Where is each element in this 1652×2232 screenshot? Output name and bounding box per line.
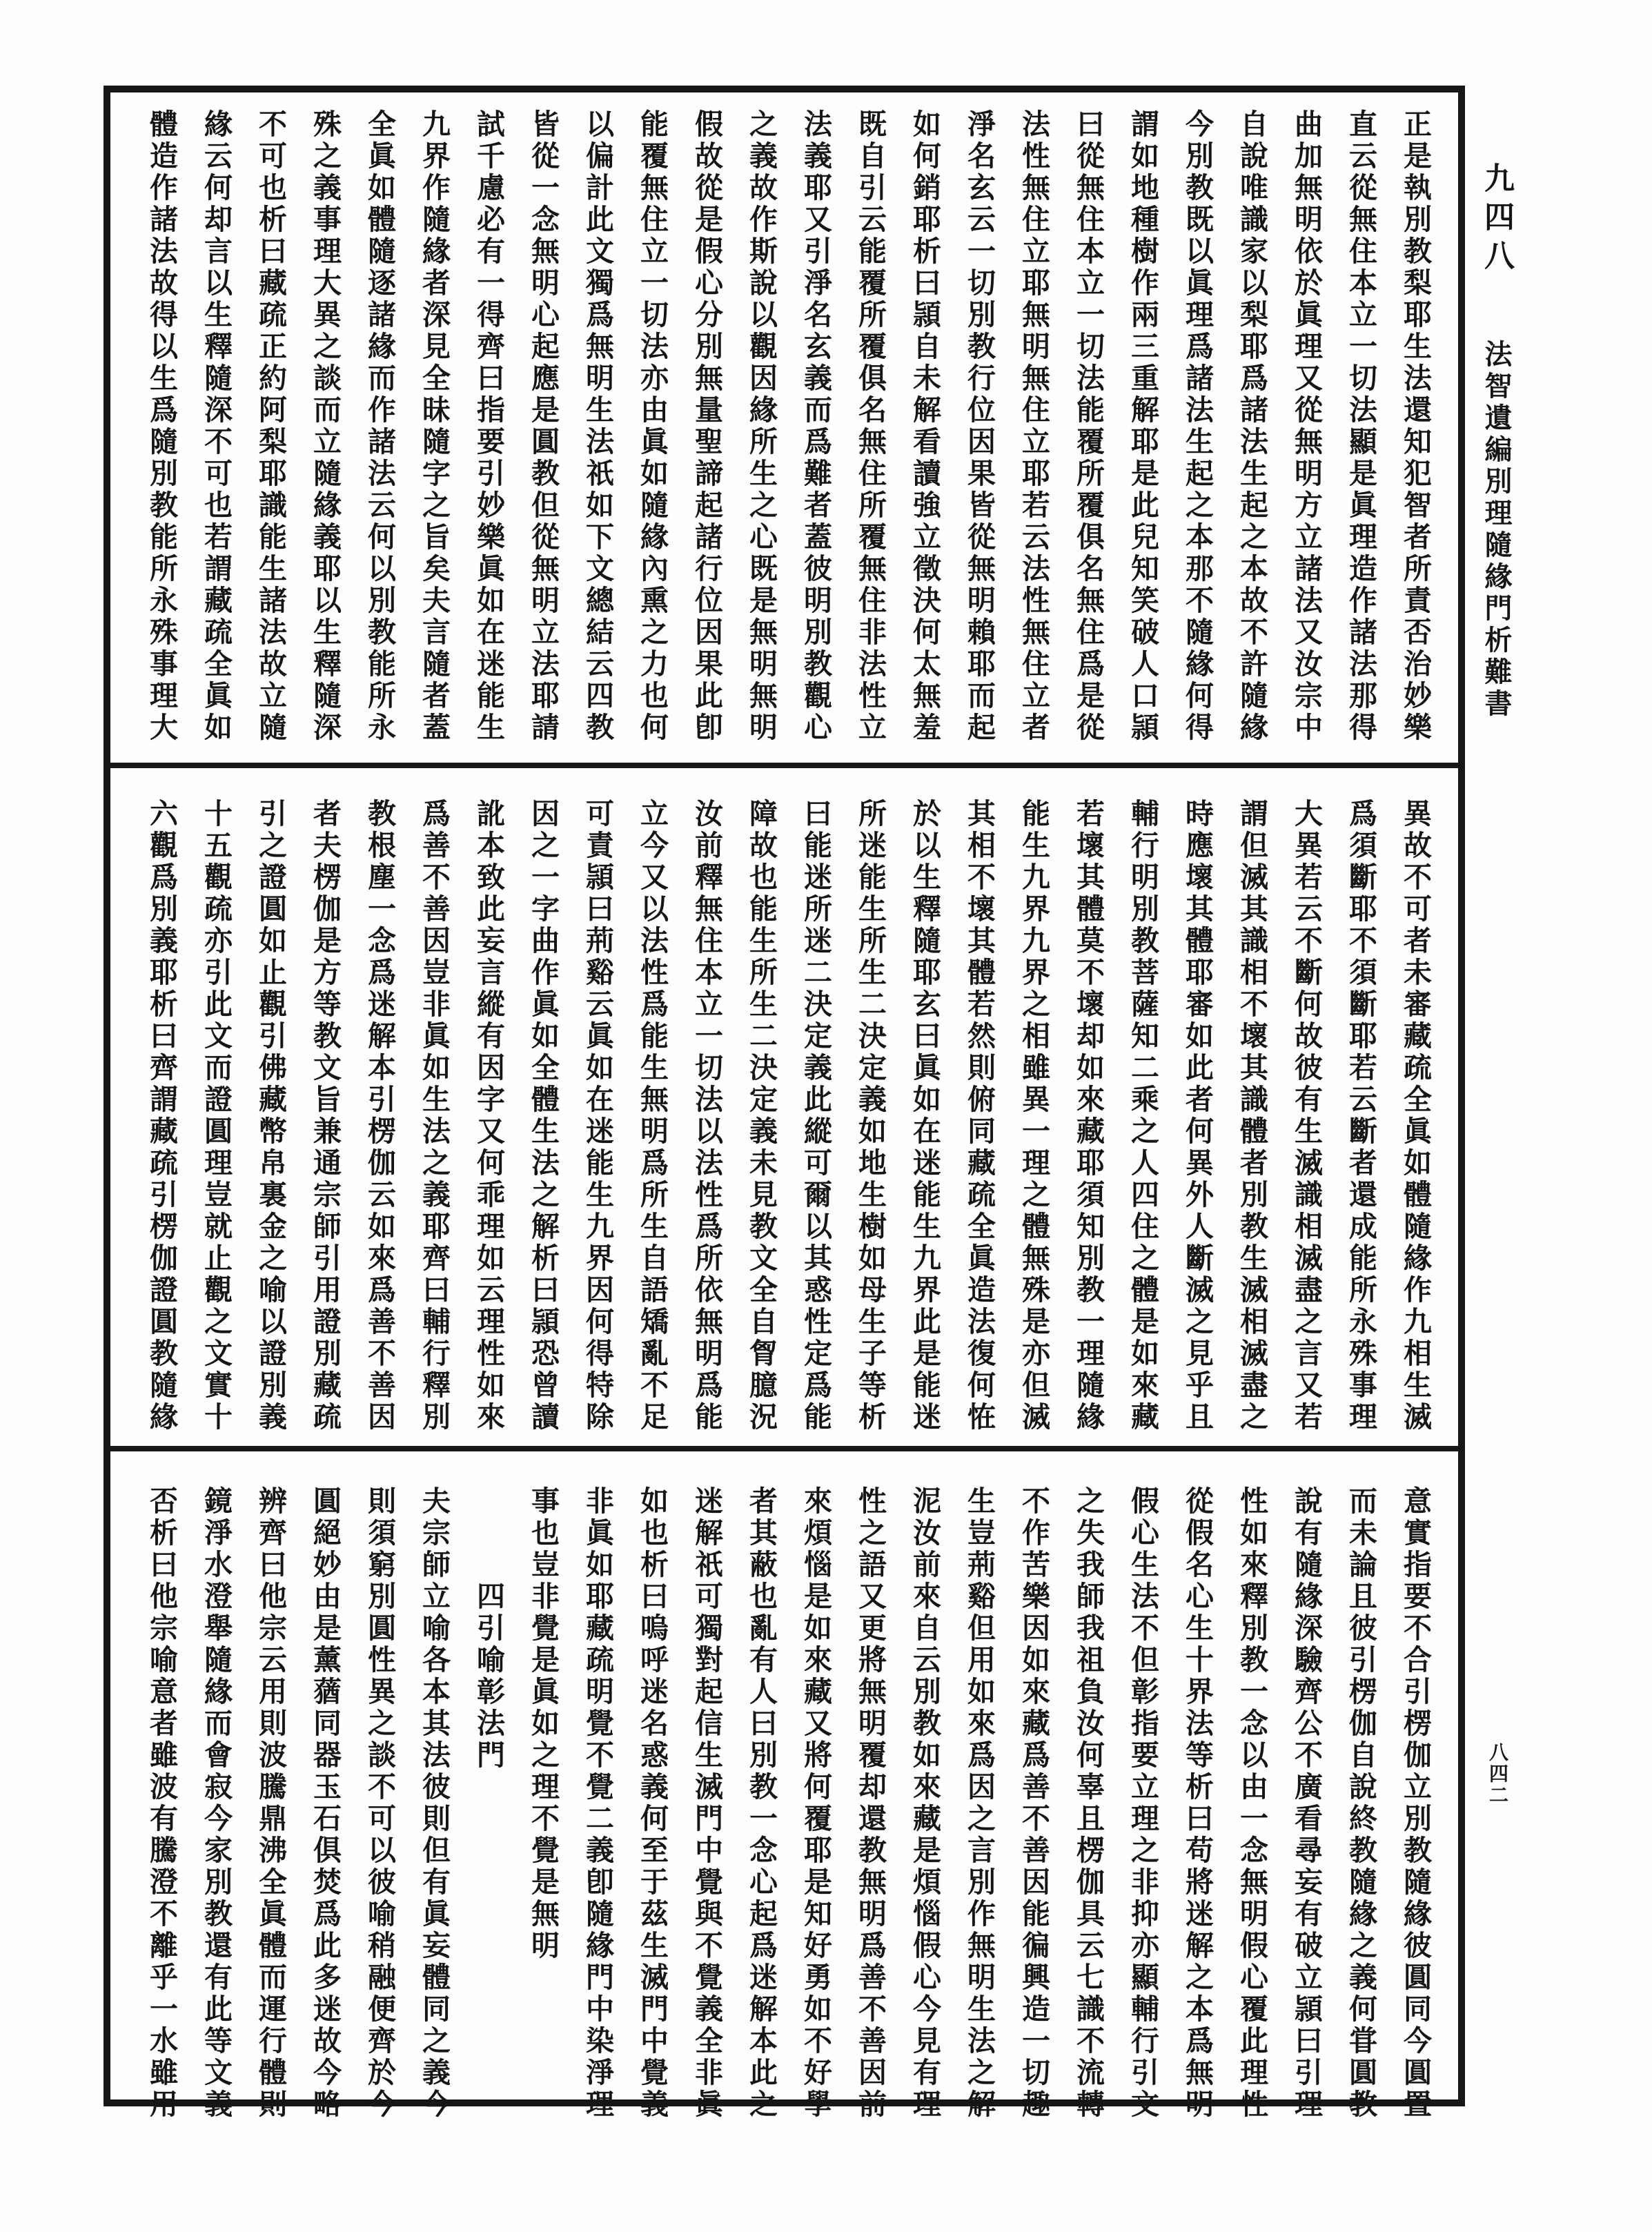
text-column: 若壞其體莫不壞却如來藏耶須知別教一理隨緣: [1072, 799, 1105, 1433]
text-column: 立今又以法性爲能生無明爲所生自語矯亂不足: [636, 799, 669, 1433]
text-column: 之義故作斯說以觀因緣所生之心既是無明無明: [745, 109, 778, 744]
page-number: 八四二: [1486, 1742, 1509, 1806]
text-column: 辨齊曰他宗云用則波騰鼎沸全眞體而運行體則: [254, 1486, 287, 2121]
text-column: 可責頴曰荊谿云眞如在迷能生九界因何得特除: [581, 799, 614, 1433]
text-column: 教根塵一念爲迷解本引楞伽云如來爲善不善因: [363, 799, 396, 1433]
text-frame: [104, 86, 1465, 2121]
text-column: 謂但滅其識相不壞其識體者別教生滅相滅盡之: [1235, 799, 1268, 1433]
text-column: 輔行明別教菩薩知二乘之人四住之體是如來藏: [1126, 799, 1159, 1433]
text-column: 如何銷耶析曰頴自未解看讀強立徵決何太無羞: [908, 109, 941, 744]
text-column: 異故不可者未審藏疏全眞如體隨緣作九相生滅: [1399, 799, 1432, 1433]
text-column: 直云從無住本立一切法顯是眞理造作諸法那得: [1344, 109, 1377, 744]
text-column: 緣云何却言以生釋隨深不可也若謂藏疏全眞如: [199, 109, 233, 744]
text-column: 以偏計此文獨爲無明生法祇如下文總結云四教: [581, 109, 614, 744]
text-band-top: [110, 92, 1458, 763]
band-divider: [110, 763, 1458, 768]
text-column: 今別教既以眞理爲諸法生起之本那不隨緣何得: [1181, 109, 1214, 744]
text-column: 大異若云不斷何故彼有生滅識相滅盡之言又若: [1290, 799, 1323, 1433]
text-column: 迷解祇可獨對起信生滅門中覺與不覺義全非眞: [690, 1486, 723, 2121]
text-column: 鏡淨水澄舉隨緣而會寂今家別教還有此等文義: [199, 1486, 233, 2121]
text-column: 則須窮別圓性異之談不可以彼喻稍融便齊於今: [363, 1486, 396, 2121]
text-column: 十五觀疏亦引此文而證圓理豈就止觀之文實十: [199, 799, 233, 1433]
text-column: 正是執別教梨耶生法還知犯智者所責否治妙樂: [1399, 109, 1432, 744]
text-column: 曰從無住本立一切法能覆所覆俱名無住爲是從: [1072, 109, 1105, 744]
text-band-middle: [110, 768, 1458, 1446]
text-column: 者其蔽也亂有人曰別教一念心起爲迷解本此之: [745, 1486, 778, 2121]
text-column: 法義耶又引淨名玄義而爲難者蓋彼明別教觀心: [799, 109, 832, 744]
text-column: 全眞如體隨逐諸緣而作諸法云何以別教能所永: [363, 109, 396, 744]
text-column: 既自引云能覆所覆俱名無住所覆無住非法性立: [854, 109, 887, 744]
book-title: 法智遺編別理隨緣門析難書: [1480, 340, 1513, 721]
volume-number: 九四八: [1479, 162, 1514, 278]
text-column: 時應壞其體耶審如此者何異外人斷滅之見乎且: [1181, 799, 1214, 1433]
text-column: 爲須斷耶不須斷耶若云斷者還成能所永殊事理: [1344, 799, 1377, 1433]
text-column: 夫宗師立喻各本其法彼則但有眞妄體同之義今: [417, 1486, 451, 2121]
text-column: 曰能迷所迷二決定義此縱可爾以其惑性定爲能: [799, 799, 832, 1433]
text-column: 自說唯識家以梨耶爲諸法生起之本故不許隨緣: [1235, 109, 1268, 744]
text-column: 非眞如耶藏疏明覺不覺二義卽隨緣門中染淨理: [581, 1486, 614, 2121]
text-column: 九界作隨緣者深見全昧隨字之旨矣夫言隨者蓋: [417, 109, 451, 744]
text-column: 不作苦樂因如來藏爲善不善因能徧興造一切趣: [1017, 1486, 1050, 2121]
text-column: 淨名玄云一切別教行位因果皆從無明賴耶而起: [963, 109, 996, 744]
text-column: 來煩惱是如來藏又將何覆耶是知好勇如不好學: [799, 1486, 832, 2121]
text-column: 障故也能生所生二決定義未見教文全自胷臆況: [745, 799, 778, 1433]
text-column: 訛本致此妄言縱有因字又何乖理如云理性如來: [472, 799, 505, 1433]
text-column: 者夫楞伽是方等教文旨兼通宗師引用證別藏疏: [308, 799, 342, 1433]
band-divider: [110, 1446, 1458, 1451]
text-column: 體造作諸法故得以生爲隨別教能所永殊事理大: [145, 109, 178, 744]
text-column: 引之證圓如止觀引佛藏幣帛裏金之喻以證別義: [254, 799, 287, 1433]
text-column: 假故從是假心分別無量聖諦起諸行位因果此卽: [690, 109, 723, 744]
text-column: 假心生法不但彰指要立理之非抑亦顯輔行引文: [1126, 1486, 1159, 2121]
text-column: 法性無住立耶無明無住立耶若云法性無住立者: [1017, 109, 1050, 744]
text-column: 否析曰他宗喻意者雖波有騰澄不離乎一水雖用: [145, 1486, 178, 2121]
text-column: 不可也析曰藏疏正約阿梨耶識能生諸法故立隨: [254, 109, 287, 744]
text-column: 之失我師我祖負汝何辜且楞伽具云七識不流轉: [1072, 1486, 1105, 2121]
text-column: 六觀爲別義耶析曰齊謂藏疏引楞伽證圓教隨緣: [145, 799, 178, 1433]
text-column: 圓絕妙由是薰蕕同器玉石俱焚爲此多迷故今略: [308, 1486, 342, 2121]
text-column: 試千慮必有一得齊曰指要引妙樂眞如在迷能生: [472, 109, 505, 744]
text-column: 於以生釋隨耶玄曰眞如在迷能生九界此是能迷: [908, 799, 941, 1433]
text-column: 意實指要不合引楞伽立別教隨緣彼圓同今圓置: [1399, 1486, 1432, 2121]
text-column: 而未論且彼引楞伽自說終教隨緣之義何甞圓教: [1344, 1486, 1377, 2121]
text-column: 如也析曰嗚呼迷名惑義何至于茲生滅門中覺義: [636, 1486, 669, 2121]
text-column: 因之一字曲作眞如全體生法之解析曰頴恐曾讀: [527, 799, 560, 1433]
text-column: 皆從一念無明心起應是圓教但從無明立法耶請: [527, 109, 560, 744]
text-column: 能生九界九界之相雖異一理之體無殊是亦但滅: [1017, 799, 1050, 1433]
text-band-bottom: [110, 1451, 1458, 2121]
text-column: 事也豈非覺是眞如之理不覺是無明: [527, 1486, 560, 1962]
text-column: 爲善不善因豈非眞如生法之義耶齊曰輔行釋別: [417, 799, 451, 1433]
text-column: 所迷能生所生二決定義如地生樹如母生子等析: [854, 799, 887, 1433]
text-column: 從假名心生十界法等析曰苟將迷解之本爲無明: [1181, 1486, 1214, 2121]
text-column: 泥汝前來自云別教如來藏是煩惱假心今見有理: [908, 1486, 941, 2121]
text-column: 謂如地種樹作兩三重解耶是此兒知笑破人口頴: [1126, 109, 1159, 744]
section-header: 四引喻彰法門: [472, 1581, 505, 1772]
text-column: 性如來釋別教一念以由一念無明假心覆此理性: [1235, 1486, 1268, 2121]
text-column: 性之語又更將無明覆却還教無明爲善不善因前: [854, 1486, 887, 2121]
text-column: 生豈荊谿但用如來爲因之言別作無明生法之解: [963, 1486, 996, 2121]
text-column: 曲加無明依於眞理又從無明方立諸法又汝宗中: [1290, 109, 1323, 744]
text-column: 說有隨緣深驗齊公不廣看尋妄有破立頴曰引理: [1290, 1486, 1323, 2121]
text-column: 其相不壞其體若然則俯同藏疏全眞造法復何恠: [963, 799, 996, 1433]
text-column: 殊之義事理大異之談而立隨緣義耶以生釋隨深: [308, 109, 342, 744]
text-column: 汝前釋無住本立一切法以法性爲所依無明爲能: [690, 799, 723, 1433]
text-column: 能覆無住立一切法亦由眞如隨緣內熏之力也何: [636, 109, 669, 744]
